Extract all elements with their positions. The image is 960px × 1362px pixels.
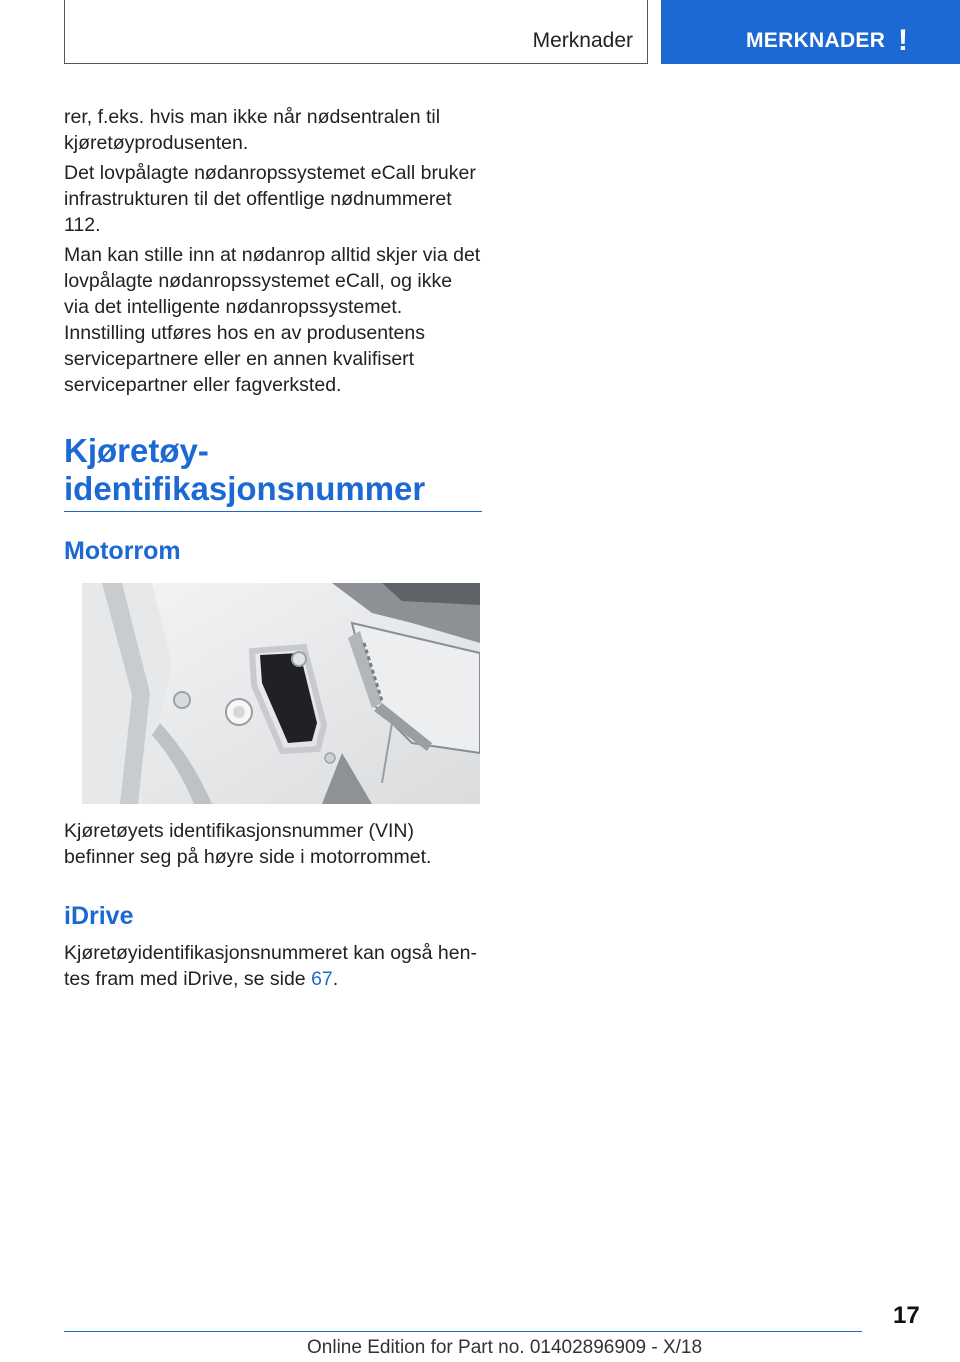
paragraph-idrive-text: Kjøretøyidentifikasjonsnummeret kan også hentes fram med iDrive, se side (64, 942, 477, 990)
footer-divider (64, 1331, 862, 1332)
paragraph-ecall: Det lovpålagte nødanropssystemet eCall bruker infrastrukturen til det offentlige nødnummeret 112. (64, 162, 476, 236)
header-chapter-tab (661, 0, 960, 64)
heading-divider (64, 511, 482, 512)
paragraph-idrive (64, 940, 482, 992)
subheading-idrive: iDrive (64, 902, 134, 930)
header-section-tab (64, 0, 648, 64)
paragraph-emergency-call: rer, f.eks. hvis man ikke når nødsentralen til kjøretøyprodusenten. (64, 106, 441, 154)
exclamation-icon: ! (898, 24, 908, 57)
subheading-engine-bay: Motorrom (64, 537, 181, 565)
paragraph-vin-location: Kjøretøyets identifikasjonsnummer (VIN) befinner seg på høyre side i motorrommet. (64, 820, 432, 868)
paragraph-idrive-end: . (332, 968, 339, 990)
page-number: 17 (893, 1302, 920, 1329)
page-reference-link[interactable]: 67 (311, 968, 333, 990)
section-label: Merknader (532, 29, 633, 52)
engine-bay-vin-photo (82, 583, 480, 804)
paragraph-ecall-setting: Man kan stille inn at nødanrop alltid skjer via det lovpålagte nødanropssystemet eCall, og ikke via det intelligente nødanropssystemet. Innstilling utføres hos en av produsentens servicepartnere eller en annen kvalifisert servicepartner eller fagverksted. (64, 244, 481, 396)
page-heading: Kjøretøyidentifikasjonsnummer (64, 432, 426, 507)
footer-edition: Online Edition for Part no. 01402896909 - X/18 (307, 1337, 703, 1358)
chapter-label: MERKNADER (746, 29, 886, 52)
